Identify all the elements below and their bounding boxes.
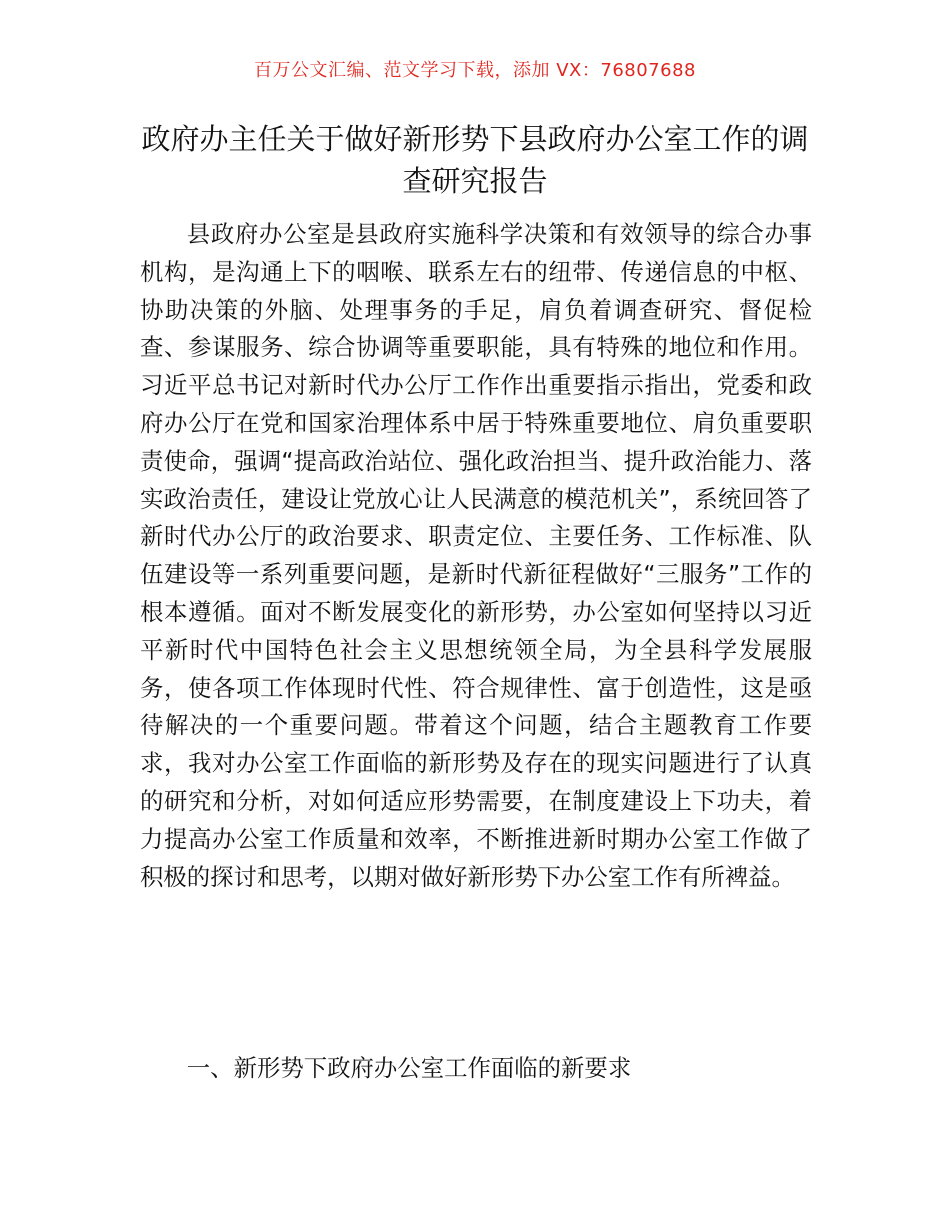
document-title: 政府办主任关于做好新形势下县政府办公室工作的调查研究报告 xyxy=(141,122,809,198)
intro-paragraph: 县政府办公室是县政府实施科学决策和有效领导的综合办事机构，是沟通上下的咽喉、联系左右的纽带、传递信息的中枢、协助决策的外脑、处理事务的手足，肩负着调查研究、督促检查、参谋服务、综合协调等重要职能，具有特殊的地位和作用。习近平总书记对新时代办公厅工作作出重要指示指出，党委和政府办公厅在党和国家治理体系中居于特殊重要地位、肩负重要职责使命，强调“提高政治站位、强化政治担当、提升政治能力、落实政治责任，建设让党放心让人民满意的模范机关”，系统回答了新时代办公厅的政治要求、职责定位、主要任务、工作标准、队伍建设等一系列重要问题，是新时代新征程做好“三服务”工作的根本遵循。面对不断发展变化的新形势，办公室如何坚持以习近平新时代中国特色社会主义思想统领全局，为全县科学发展服务，使各项工作体现时代性、符合规律性、富于创造性，这是亟待解决的一个重要问题。带着这个问题，结合主题教育工作要求，我对办公室工作面临的新形势及存在的现实问题进行了认真的研究和分析，对如何适应形势需要，在制度建设上下功夫，着力提高办公室工作质量和效率，不断推进新时期办公室工作做了积极的探讨和思考，以期对做好新形势下办公室工作有所裨益。 xyxy=(140,220,812,891)
section-heading: 一、新形势下政府办公室工作面临的新要求 xyxy=(186,1054,632,1082)
watermark-header: 百万公文汇编、范文学习下载，添加 VX：76807688 xyxy=(254,60,696,81)
